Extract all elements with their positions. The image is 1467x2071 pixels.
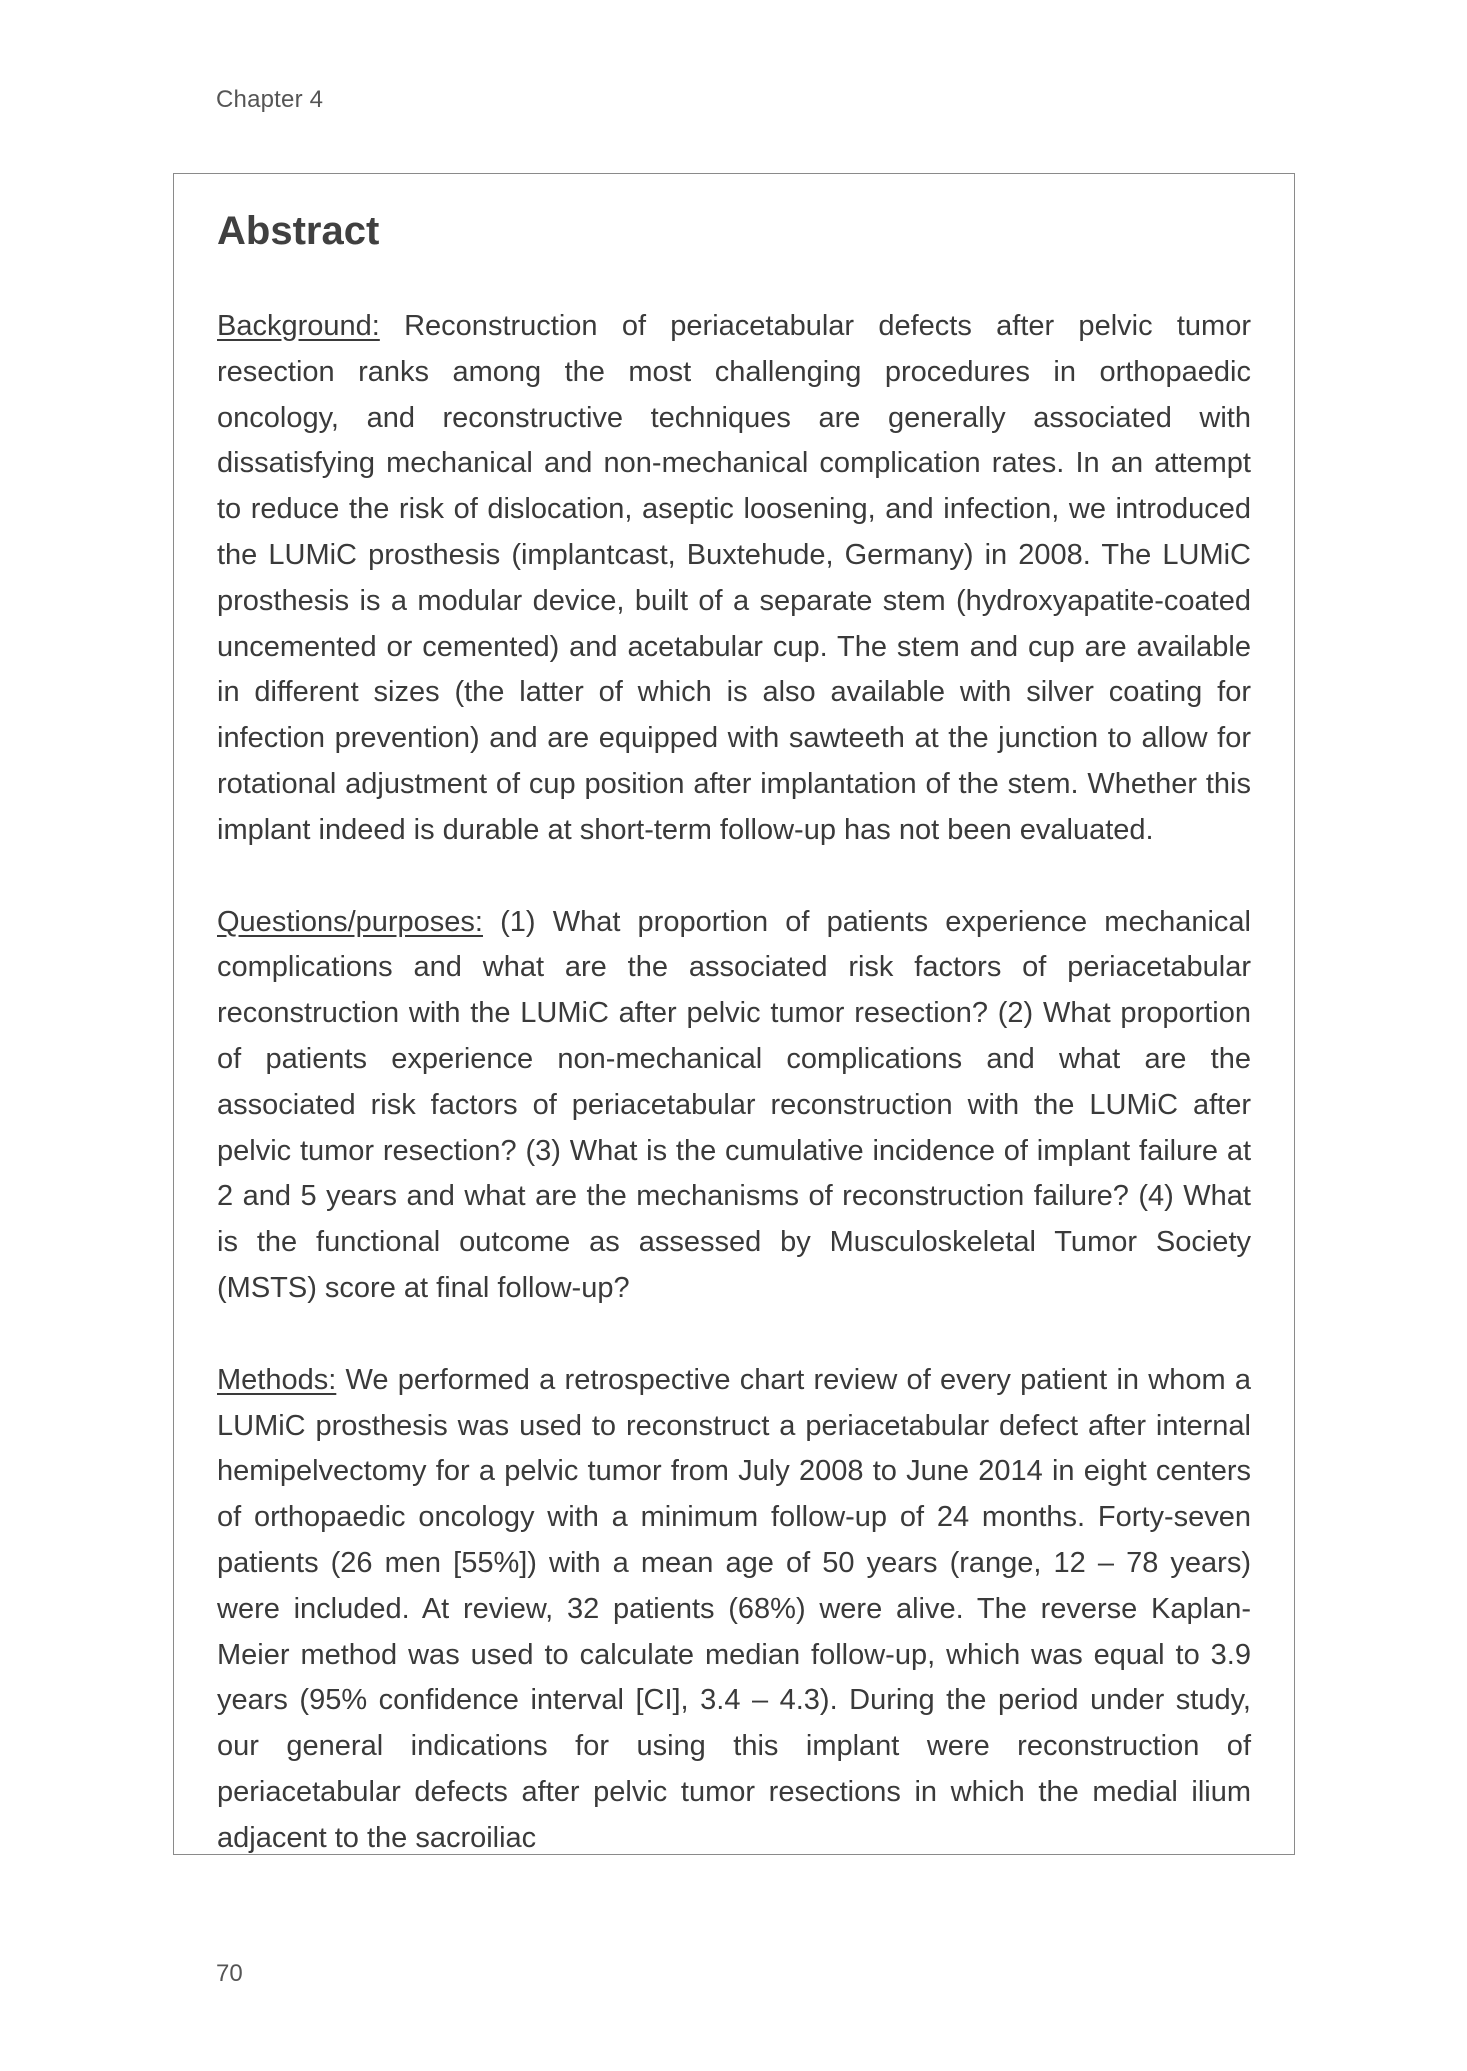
section-label-questions-purposes: Questions/purposes: (217, 905, 483, 938)
abstract-box (173, 173, 1295, 1855)
section-label-background: Background: (217, 310, 380, 342)
section-label-methods: Methods: (217, 1363, 337, 1396)
section-text-methods: We performed a retrospective chart review of every patient in whom a LUMiC prosthesis was used to reconstruct a periacetabular defect after internal hemipelvectomy for a pelvic tumor from July 2008 to June 2014 in eight centers of orthopaedic oncology with a minimum follow-up of 24 months. Forty-seven patients (26 men [55%]) with a mean age of 50 years (range, 12 – 78 years) were included. At review, 32 patients (68%) were alive. The reverse Kaplan-Meier method was used to calculate median follow-up, which was equal to 3.9 years (95% confidence interval [CI], 3.4 – 4.3). During the period under study, our general indications for using this implant were reconstruction of periacetabular defects after pelvic tumor resections in which the medial ilium adjacent to the sacroiliac (217, 1363, 1251, 1854)
section-text-questions-purposes: (1) What proportion of patients experience mechanical complications and what are the associated risk factors of periacetabular reconstruction with the LUMiC after pelvic tumor resection? (2) What proportion of patients experience non-mechanical complications and what are the associated risk factors of periacetabular reconstruction with the LUMiC after pelvic tumor resection? (3) What is the cumulative incidence of implant failure at 2 and 5 years and what are the mechanisms of reconstruction failure? (4) What is the functional outcome as assessed by Musculoskeletal Tumor Society (MSTS) score at final follow-up? (217, 905, 1251, 1304)
page-number: 70 (216, 1960, 243, 1987)
running-head-chapter: Chapter 4 (216, 86, 324, 113)
section-background (217, 304, 1251, 854)
section-text-background: Reconstruction of periacetabular defects after pelvic tumor resection ranks among the most challenging procedures in orthopaedic oncology, and reconstructive techniques are generally associated with dissatisfying mechanical and non-mechanical complication rates. In an attempt to reduce the risk of dislocation, aseptic loosening, and infection, we introduced the LUMiC prosthesis (implantcast, Buxtehude, Germany) in 2008. The LUMiC prosthesis is a modular device, built of a separate stem (hydroxyapatite-coated uncemented or cemented) and acetabular cup. The stem and cup are available in different sizes (the latter of which is also available with silver coating for infection prevention) and are equipped with sawteeth at the junction to allow for rotational adjustment of cup position after implantation of the stem. Whether this implant indeed is durable at short-term follow-up has not been evaluated. (217, 310, 1251, 846)
abstract-body (217, 304, 1251, 1908)
section-methods (217, 1358, 1251, 1862)
abstract-title: Abstract (217, 209, 380, 253)
section-questions-purposes (217, 900, 1251, 1312)
